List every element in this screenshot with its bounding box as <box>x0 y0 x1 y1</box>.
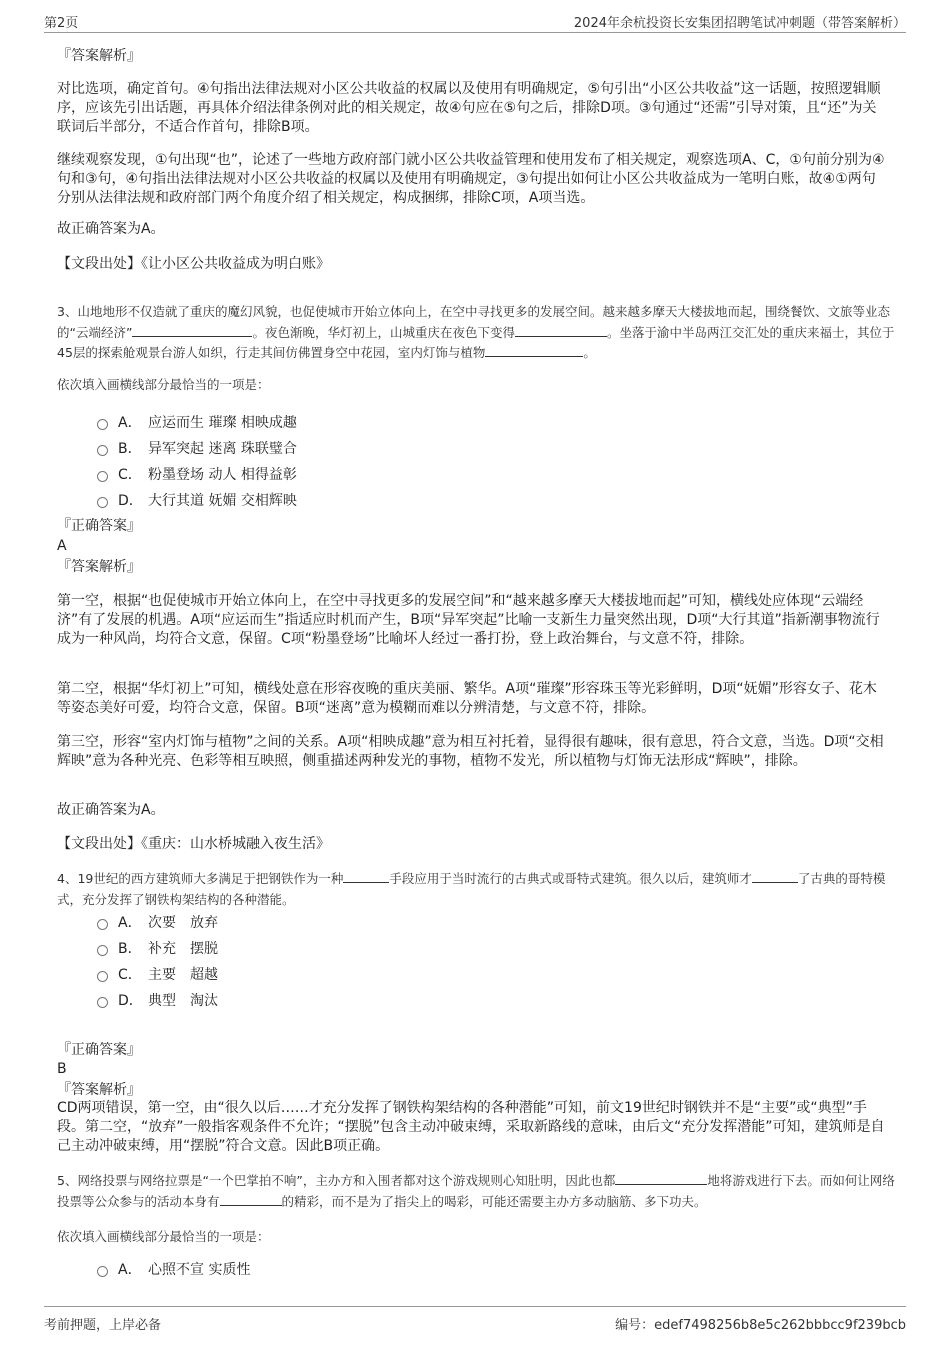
footer-slogan: 考前押题，上岸必备 <box>44 1318 162 1333</box>
analysis-label: 『答案解析』 <box>57 1082 141 1098</box>
blank <box>752 870 798 883</box>
blank <box>132 324 252 337</box>
radio-button[interactable] <box>97 945 108 956</box>
radio-button[interactable] <box>97 471 108 482</box>
radio-button[interactable] <box>97 971 108 982</box>
source-citation: 【文段出处】《重庆：山水桥城融入夜生活》 <box>57 836 330 852</box>
radio-button[interactable] <box>97 445 108 456</box>
analysis-conclusion: 故正确答案为A。 <box>57 221 165 237</box>
analysis-label: 『答案解析』 <box>57 559 141 575</box>
option-a[interactable]: A． 应运而生 璀璨 相映成趣 <box>97 409 297 435</box>
radio-button[interactable] <box>97 419 108 430</box>
blank <box>615 1172 707 1185</box>
document-id: 编号：edef7498256b8e5c262bbbcc9f239bcb <box>615 1318 906 1333</box>
question-5-options <box>97 1256 250 1282</box>
question-5-stem: 5、网络投票与网络拉票是“一个巴掌拍不响”，主办方和入围者都对这个游戏规则心知肚明，因此也都 地将游戏进行下去。而如何让网络投票等公众参与的活动本身有 的精彩，而不是为了指尖上的喝彩，可能还需要主办方多动脑筋、多下功夫。 <box>57 1173 895 1209</box>
question-3-options <box>97 409 297 513</box>
page-number: 第2页 <box>44 16 79 31</box>
page-footer <box>44 1306 906 1335</box>
correct-answer: B <box>57 1061 67 1077</box>
analysis-conclusion: 故正确答案为A。 <box>57 802 165 818</box>
question-4-options <box>97 909 218 1013</box>
analysis-paragraph: 第三空，形容“室内灯饰与植物”之间的关系。A项“相映成趣”意为相互衬托着，显得很有趣味，很有意思，符合文意，当选。D项“交相辉映”意为各种光亮、色彩等相互映照，侧重描述两种发光的事物，植物不发光，所以植物与灯饰无法形成“辉映”，排除。 <box>57 734 884 769</box>
correct-answer-label: 『正确答案』 <box>57 518 141 534</box>
correct-answer: A <box>57 538 67 554</box>
option-c[interactable]: C． 粉墨登场 动人 相得益彰 <box>97 461 297 487</box>
analysis-paragraph: 第一空，根据“也促使城市开始立体向上，在空中寻找更多的发展空间”和“越来越多摩天大楼拔地而起”可知，横线处应体现“云端经济”有了发展的机遇。A项“应运而生”指适应时机而产生，B项“异军突起”比喻一支新生力量突然出现，D项“大行其道”指新潮事物流行成为一种风尚，均符合文意，保留。C项“粉墨登场”比喻坏人经过一番打扮，登上政治舞台，与文意不符，排除。 <box>57 593 880 647</box>
source-citation: 【文段出处】《让小区公共收益成为明白账》 <box>57 256 330 272</box>
blank <box>485 344 583 357</box>
option-a[interactable]: A． 次要 放弃 <box>97 909 218 935</box>
blank <box>343 870 389 883</box>
option-a[interactable]: A． 心照不宣 实质性 <box>97 1256 250 1282</box>
analysis-paragraph: CD两项错误，第一空，由“很久以后……才充分发挥了钢铁构架结构的各种潜能”可知，前文19世纪时钢铁并不是“主要”或“典型”手段。第二空，“放弃”一般指客观条件不允许；“摆脱”包含主动冲破束缚，采取新路线的意味，由后文“充分发挥潜能”可知，建筑师是自己主动冲破束缚，用“摆脱”符合文意。因此B项正确。 <box>57 1100 885 1154</box>
question-3-stem: 3、山地地形不仅造就了重庆的魔幻风貌，也促使城市开始立体向上，在空中寻找更多的发展空间。越来越多摩天大楼拔地而起，围绕餐饮、文旅等业态的“云端经济” 。夜色渐晚，华灯初上，山城重庆在夜色下变得 。坐落于渝中半岛两江交汇处的重庆来福士，其位于45层的探索舱观景台游人如织，行走其间仿佛置身空中花园，室内灯饰与植物 。 <box>57 304 895 360</box>
correct-answer-label: 『正确答案』 <box>57 1042 141 1058</box>
option-b[interactable]: B． 补充 摆脱 <box>97 935 218 961</box>
option-d[interactable]: D． 大行其道 妩媚 交相辉映 <box>97 487 297 513</box>
analysis-paragraph: 对比选项，确定首句。④句指出法律法规对小区公共收益的权属以及使用有明确规定，⑤句引出“小区公共收益”这一话题，按照逻辑顺序，应该先引出话题，再具体介绍法律条例对此的相关规定，故④句应在⑤句之后，排除D项。③句通过“还需”引导对策，且“还”为关联词后半部分，不适合作首句，排除B项。 <box>57 81 881 135</box>
radio-button[interactable] <box>97 997 108 1008</box>
radio-button[interactable] <box>97 497 108 508</box>
document-title: 2024年余杭投资长安集团招聘笔试冲刺题（带答案解析） <box>573 16 906 31</box>
analysis-paragraph: 第二空，根据“华灯初上”可知，横线处意在形容夜晚的重庆美丽、繁华。A项“璀璨”形容珠玉等光彩鲜明，D项“妩媚”形容女子、花木等姿态美好可爱，均符合文意，保留。B项“迷离”意为模糊而难以分辨清楚，与文意不符，排除。 <box>57 681 877 716</box>
question-4-stem: 4、19世纪的西方建筑师大多满足于把钢铁作为一种 手段应用于当时流行的古典式或哥特式建筑。很久以后，建筑师才 了古典的哥特模式，充分发挥了钢铁构架结构的各种潜能。 <box>57 871 886 907</box>
question-hint: 依次填入画横线部分最恰当的一项是： <box>57 377 270 392</box>
radio-button[interactable] <box>97 1266 108 1277</box>
radio-button[interactable] <box>97 919 108 930</box>
analysis-paragraph: 继续观察发现，①句出现“也”，论述了一些地方政府部门就小区公共收益管理和使用发布了相关规定，观察选项A、C，①句前分别为④句和③句，④句指出法律法规对小区公共收益的权属以及使用有明确规定，③句提出如何让小区公共收益成为一笔明白账，故④①两句分别从法律法规和政府部门两个角度介绍了相关规定，构成捆绑，排除C项，A项当选。 <box>57 152 885 206</box>
blank <box>515 324 607 337</box>
question-hint: 依次填入画横线部分最恰当的一项是： <box>57 1229 270 1244</box>
page-header <box>44 10 906 33</box>
blank <box>220 1193 282 1206</box>
option-d[interactable]: D． 典型 淘汰 <box>97 987 218 1013</box>
option-c[interactable]: C． 主要 超越 <box>97 961 218 987</box>
analysis-label: 『答案解析』 <box>57 48 141 64</box>
option-b[interactable]: B． 异军突起 迷离 珠联璧合 <box>97 435 297 461</box>
